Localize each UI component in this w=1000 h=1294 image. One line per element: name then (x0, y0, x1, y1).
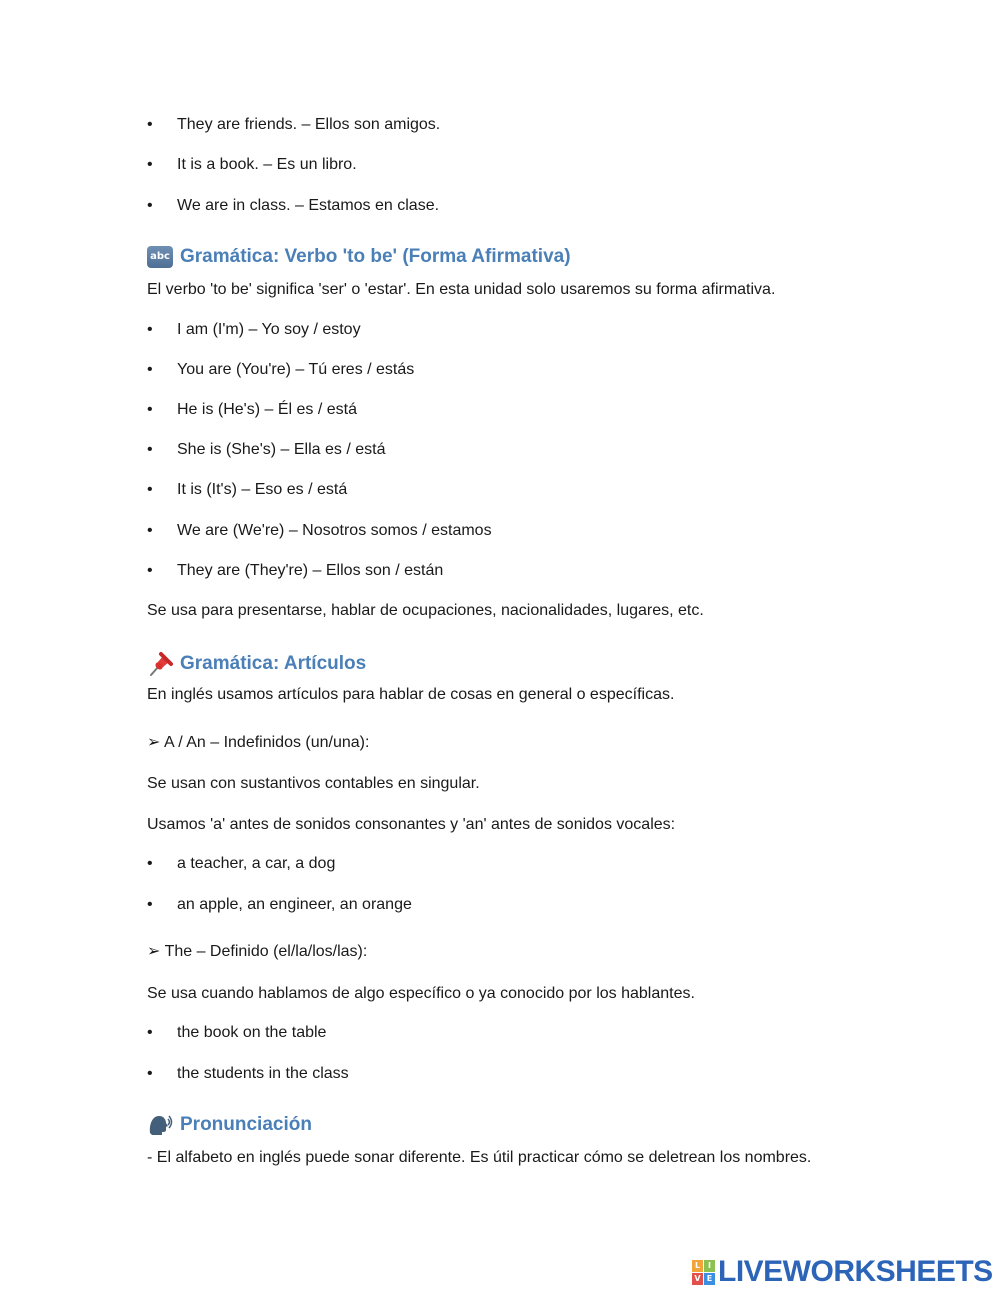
list-item: I am (I'm) – Yo soy / estoy (177, 321, 361, 338)
list-item: You are (You're) – Tú eres / estás (177, 361, 415, 378)
section-intro: En inglés usamos artículos para hablar de cosas en general o específicas. (147, 686, 675, 703)
bullet-marker: • (147, 361, 153, 378)
list-item: the students in the class (177, 1065, 349, 1082)
bullet-marker: • (147, 401, 153, 418)
bullet-marker: • (147, 562, 153, 579)
list-item: They are friends. – Ellos son amigos. (177, 116, 441, 133)
subheading-definite: ➢ The – Definido (el/la/los/las): (147, 943, 368, 960)
logo-text: LIVEWORKSHEETS (718, 1255, 993, 1288)
list-item: He is (He's) – Él es / está (177, 401, 357, 418)
section-title: Gramática: Artículos (180, 653, 367, 674)
list-item: It is (It's) – Eso es / está (177, 481, 348, 498)
bullet-marker: • (147, 896, 153, 913)
bullet-marker: • (147, 197, 153, 214)
pushpin-icon (147, 651, 173, 677)
section-heading-articles (147, 651, 366, 677)
section-title: Pronunciación (180, 1114, 312, 1135)
bullet-marker: • (147, 441, 153, 458)
paragraph: - El alfabeto en inglés puede sonar diferente. Es útil practicar cómo se deletrean los nombres. (147, 1149, 812, 1166)
list-item: It is a book. – Es un libro. (177, 156, 357, 173)
section-title: Gramática: Verbo 'to be' (Forma Afirmativa) (180, 246, 571, 267)
bullet-marker: • (147, 522, 153, 539)
liveworksheets-logo (692, 1255, 993, 1289)
list-item: a teacher, a car, a dog (177, 855, 336, 872)
section-note: Se usa para presentarse, hablar de ocupaciones, nacionalidades, lugares, etc. (147, 602, 704, 619)
list-item: We are in class. – Estamos en clase. (177, 197, 440, 214)
bullet-marker: • (147, 116, 153, 133)
section-intro: El verbo 'to be' significa 'ser' o 'estar'. En esta unidad solo usaremos su forma afirmativa. (147, 281, 776, 298)
paragraph: Se usa cuando hablamos de algo específico o ya conocido por los hablantes. (147, 985, 695, 1002)
list-item: She is (She's) – Ella es / está (177, 441, 386, 458)
bullet-marker: • (147, 1024, 153, 1041)
bullet-marker: • (147, 855, 153, 872)
bullet-marker: • (147, 1065, 153, 1082)
list-item: They are (They're) – Ellos son / están (177, 562, 444, 579)
subheading-indefinite: ➢ A / An – Indefinidos (un/una): (147, 734, 370, 751)
bullet-marker: • (147, 481, 153, 498)
abc-icon: abc (147, 246, 173, 268)
bullet-marker: • (147, 321, 153, 338)
speaking-head-icon (147, 1113, 173, 1137)
section-heading-to-be (147, 245, 571, 269)
list-item: an apple, an engineer, an orange (177, 896, 412, 913)
paragraph: Usamos 'a' antes de sonidos consonantes y 'an' antes de sonidos vocales: (147, 816, 676, 833)
list-item: the book on the table (177, 1024, 327, 1041)
list-item: We are (We're) – Nosotros somos / estamos (177, 522, 492, 539)
logo-blocks-icon: L I V E (692, 1260, 715, 1285)
bullet-marker: • (147, 156, 153, 173)
paragraph: Se usan con sustantivos contables en singular. (147, 775, 480, 792)
section-heading-pronunciation (147, 1113, 312, 1137)
